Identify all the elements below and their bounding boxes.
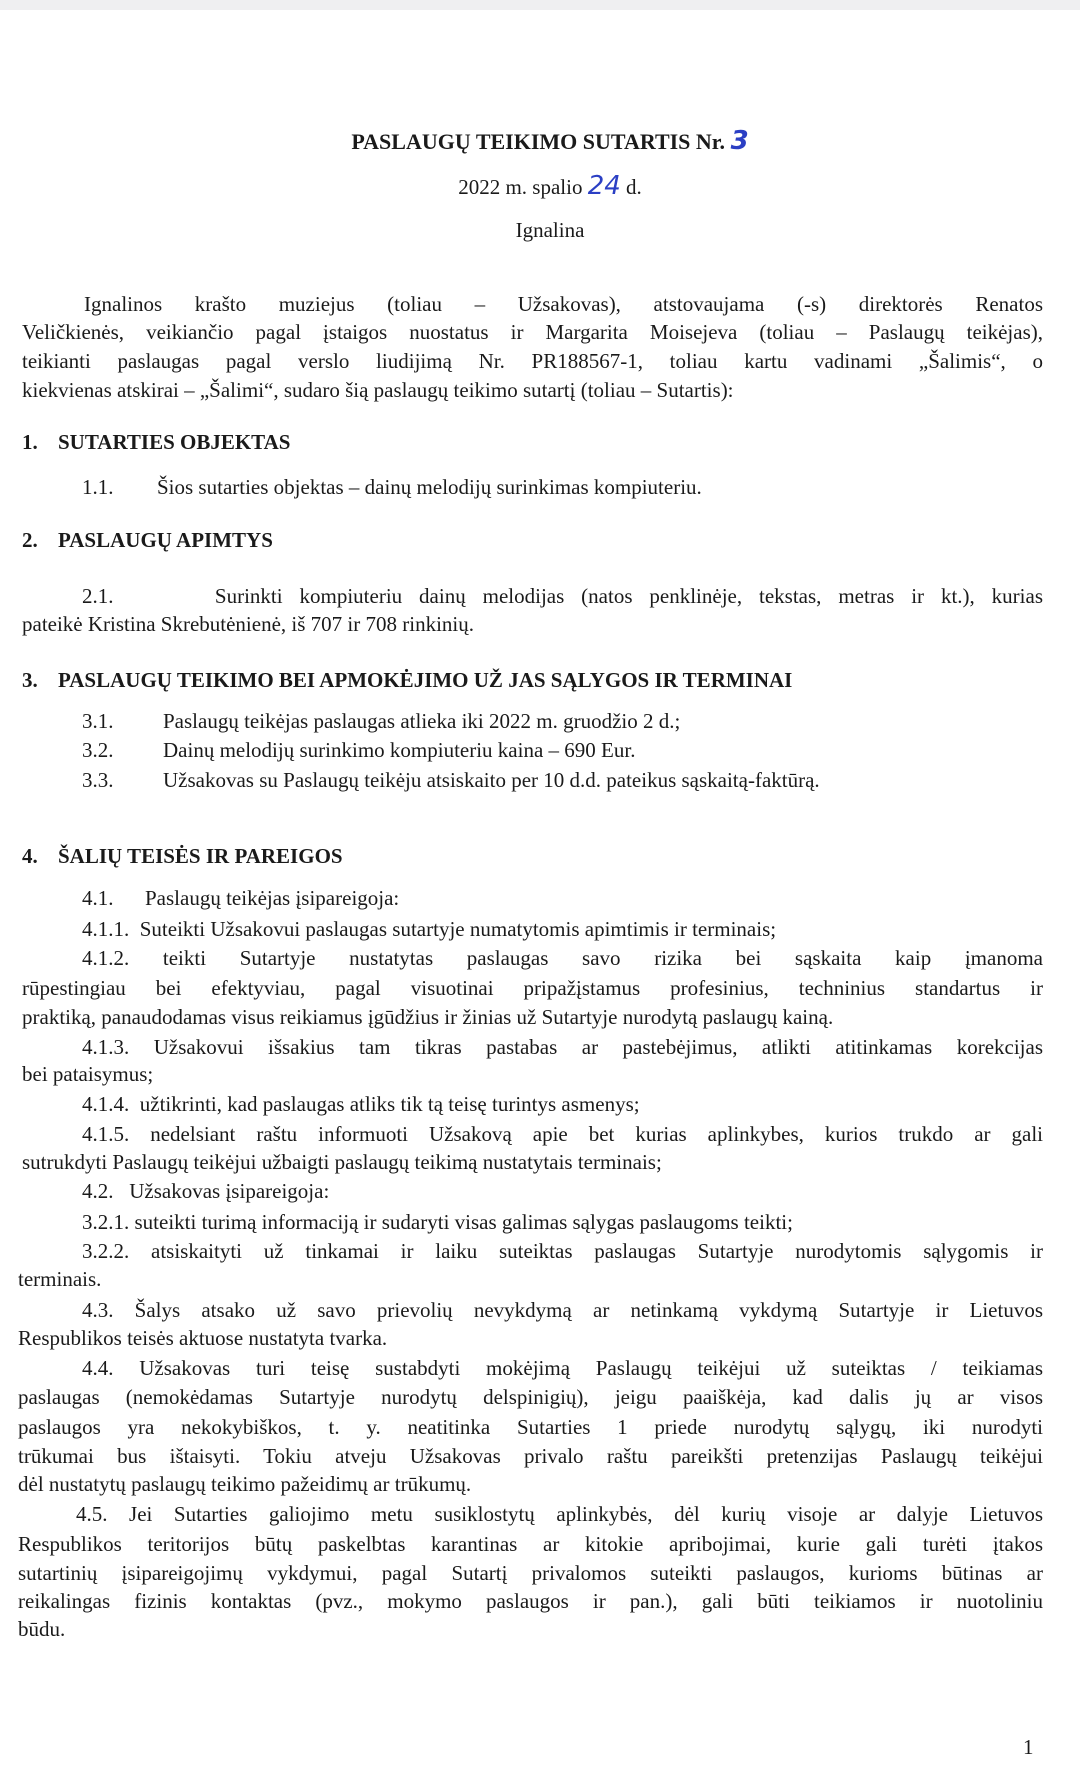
clause-line: 4.1. Paslaugų teikėjas įsipareigoja: — [82, 886, 400, 910]
clause-line: 4.2. Užsakovas įsipareigoja: — [82, 1179, 330, 1203]
section-number: 3. — [22, 668, 38, 692]
clause-line: 3.2.1. suteikti turimą informaciją ir sudaryti visas galimas sąlygas paslaugoms teikti; — [82, 1210, 793, 1234]
clause-line: 4.1.1. Suteikti Užsakovui paslaugas sutartyje numatytomis apimtimis ir terminais; — [82, 917, 777, 941]
clause-line: būdu. — [18, 1617, 66, 1641]
clause-1-1 — [82, 473, 702, 501]
clause-number: 1.1. — [82, 475, 114, 499]
clause-line: dėl nustatytų paslaugų teikimo pažeidimų ar trūkumų. — [18, 1472, 472, 1496]
section-title: ŠALIŲ TEISĖS IR PAREIGOS — [58, 844, 343, 868]
clause-line: bei pataisymus; — [22, 1062, 154, 1086]
clause-3-2 — [82, 736, 635, 764]
clause-text: Užsakovas su Paslaugų teikėju atsiskaito per 10 d.d. pateikus sąskaitą-faktūrą. — [163, 768, 820, 792]
clause-line: 4.5. Jei Sutarties galiojimo metu susiklostytų aplinkybės, dėl kurių visoje ar dalyje Lietuvos — [76, 1502, 1043, 1526]
clause-line: paslaugas (nemokėdamas Sutartyje nurodytų delspinigių), jeigu paaiškėja, kad dalis jų ar visos — [18, 1385, 1043, 1409]
date-prefix: 2022 m. spalio — [458, 175, 583, 199]
clause-line: 4.4. Užsakovas turi teisę sustabdyti mokėjimą Paslaugų teikėjui už suteiktas / teikiamas — [82, 1356, 1043, 1380]
clause-line: 4.1.4. užtikrinti, kad paslaugas atliks tik tą teisę turintys asmenys; — [82, 1092, 640, 1116]
intro-line: teikianti paslaugas pagal verslo liudijimą Nr. PR188567-1, toliau kartu vadinami „Šalimis“, o — [22, 349, 1043, 373]
clause-3-3 — [82, 766, 820, 794]
clause-text: Paslaugų teikėjas paslaugas atlieka iki 2022 m. gruodžio 2 d.; — [163, 709, 681, 733]
clause-2-1: 2.1. Surinkti kompiuteriu dainų melodijas (natos penklinėje, tekstas, metras ir kt.), kurias — [82, 584, 1043, 608]
clause-line: praktiką, panaudodamas visus reikiamus įgūdžius ir žinias už Sutartyje nurodytą paslaugų kainą. — [22, 1005, 834, 1029]
clause-line: reikalingas fizinis kontaktas (pvz., mokymo paslaugos ir pan.), gali būti teikiamos ir nuotoliniu — [18, 1589, 1043, 1613]
section-number: 2. — [22, 528, 38, 552]
clause-number: 3.2. — [82, 738, 114, 762]
clause-line: 3.2.2. atsiskaityti už tinkamai ir laiku suteiktas paslaugas Sutartyje nurodytomis sąlygomis ir — [82, 1239, 1043, 1263]
clause-3-1 — [82, 707, 680, 735]
clause-text: Šios sutarties objektas – dainų melodijų surinkimas kompiuteriu. — [157, 475, 702, 499]
clause-line: sutrukdyti Paslaugų teikėjui užbaigti paslaugų teikimą nustatytais terminais; — [22, 1150, 662, 1174]
clause-line: 4.3. Šalys atsako už savo prievolių nevykdymą ar netinkamą vykdymą Sutartyje ir Lietuvos — [82, 1298, 1043, 1322]
clause-line: Respublikos teritorijos būtų paskelbtas karantinas ar kitokie apribojimai, kurie gali turėti įtakos — [18, 1532, 1043, 1556]
date-suffix: d. — [626, 175, 642, 199]
clause-line: trūkumai bus ištaisyti. Tokiu atveju Užsakovas privalo raštu pareikšti pretenzijas Paslaugų teikėjui — [18, 1444, 1043, 1468]
section-heading-2 — [22, 526, 273, 554]
section-heading-1 — [22, 428, 290, 456]
section-number: 4. — [22, 844, 38, 868]
viewer-top-bar — [0, 0, 1080, 10]
section-heading-4 — [22, 842, 343, 870]
handwritten-day: 24 — [587, 171, 621, 201]
clause-number: 3.1. — [82, 709, 114, 733]
clause-number: 3.3. — [82, 768, 114, 792]
clause-line: terminais. — [18, 1267, 102, 1291]
intro-line: Ignalinos krašto muziejus (toliau – Užsakovas), atstovaujama (-s) direktorės Renatos — [84, 292, 1043, 316]
section-number: 1. — [22, 430, 38, 454]
document-date — [0, 172, 1080, 201]
clause-line: Respublikos teisės aktuose nustatyta tvarka. — [18, 1326, 388, 1350]
clause-line: 4.1.3. Užsakovui išsakius tam tikras pastabas ar pastebėjimus, atlikti atitinkamas korekcijas — [82, 1035, 1043, 1059]
clause-2-1-continued: pateikė Kristina Skrebutėnienė, iš 707 ir 708 rinkinių. — [22, 612, 474, 636]
section-title: PASLAUGŲ APIMTYS — [58, 528, 273, 552]
clause-line: 4.1.2. teikti Sutartyje nustatytas paslaugas savo rizika bei sąskaita kaip įmanoma — [82, 946, 1043, 970]
document-title — [0, 127, 1080, 156]
intro-line: Veličkienės, veikiančio pagal įstaigos nuostatus ir Margarita Moisejeva (toliau – Paslaugų teikėjas), — [22, 320, 1043, 344]
clause-line: paslaugos yra nekokybiškos, t. y. neatitinka Sutarties 1 priede nurodytų sąlygų, iki nurodyti — [18, 1415, 1043, 1439]
intro-line: kiekvienas atskirai – „Šalimi“, sudaro šią paslaugų teikimo sutartį (toliau – Sutartis): — [22, 378, 734, 402]
section-heading-3 — [22, 666, 792, 694]
clause-line: 4.1.5. nedelsiant raštu informuoti Užsakovą apie bet kurias aplinkybes, kurios trukdo ar gali — [82, 1122, 1043, 1146]
section-title: SUTARTIES OBJEKTAS — [58, 430, 291, 454]
handwritten-contract-number: 3 — [730, 126, 749, 156]
page-number: 1 — [1023, 1735, 1034, 1759]
document-place: Ignalina — [515, 218, 585, 242]
clause-line: sutartinių įsipareigojimų vykdymui, pagal Sutartį privalomos suteikti paslaugos, kurioms būtinas ar — [18, 1561, 1043, 1585]
clause-line: rūpestingiau bei efektyviau, pagal visuotinai pripažįstamus profesinius, techninius standartus ir — [22, 976, 1043, 1000]
clause-text: Dainų melodijų surinkimo kompiuteriu kaina – 690 Eur. — [163, 738, 636, 762]
section-title: PASLAUGŲ TEIKIMO BEI APMOKĖJIMO UŽ JAS SĄLYGOS IR TERMINAI — [58, 668, 793, 692]
title-text: PASLAUGŲ TEIKIMO SUTARTIS Nr. — [351, 129, 726, 154]
